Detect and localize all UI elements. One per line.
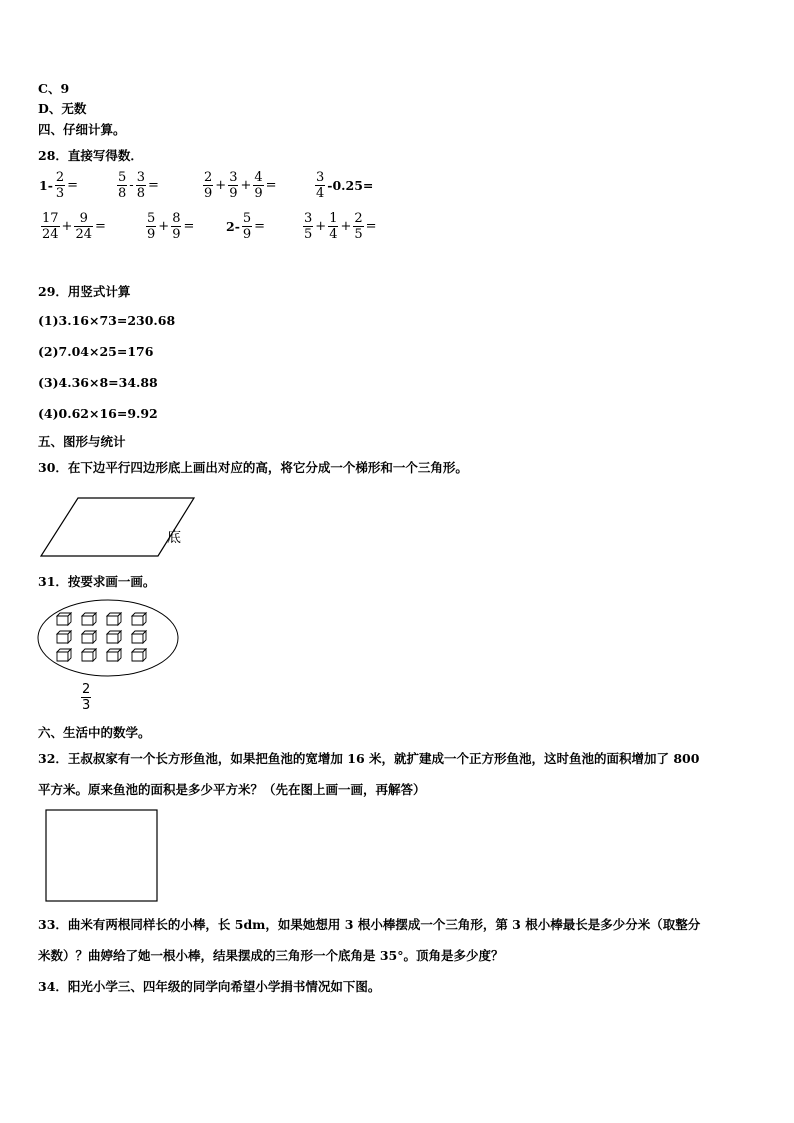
rectangle-pond-figure	[45, 808, 159, 904]
operator: +	[240, 178, 252, 193]
question-32-line-1: 32．王叔叔家有一个长方形鱼池，如果把鱼池的宽增加 16 米，就扩建成一个正方形鱼池，这时鱼池的面积增加了 800	[38, 751, 700, 766]
expr-lead: 1-	[39, 178, 53, 193]
calc-expr-1	[38, 170, 79, 201]
operator: +	[158, 219, 170, 234]
calc-expr-2	[116, 170, 160, 201]
fraction: $\frac{3}{9}$	[229, 170, 238, 201]
cube-icon	[82, 649, 96, 661]
calc-expr-4	[314, 170, 374, 201]
cube-icon	[57, 649, 71, 661]
calc-expr-3	[202, 170, 278, 201]
section-6-heading: 六、生活中的数学。	[38, 725, 151, 740]
q29-item-3: (3)4.36×8=34.88	[38, 375, 158, 390]
calc-expr-8	[302, 211, 378, 242]
equals: =	[67, 178, 79, 193]
question-29: 29．用竖式计算	[38, 284, 131, 299]
fraction: $\frac{5}{9}$	[147, 211, 156, 242]
operator: +	[315, 219, 327, 234]
cube-icon	[57, 613, 71, 625]
cube-icon	[132, 649, 146, 661]
operator: +	[340, 219, 352, 234]
cube-icon	[82, 631, 96, 643]
section-4-heading: 四、仔细计算。	[38, 122, 126, 137]
equals: =	[254, 219, 266, 234]
fraction: $\frac{5}{8}$	[118, 170, 127, 201]
cube-icon	[107, 649, 121, 661]
fraction: $\frac{3}{5}$	[304, 211, 313, 242]
q29-item-1: (1)3.16×73=230.68	[38, 313, 176, 328]
fraction: $\frac{4}{9}$	[254, 170, 263, 201]
q29-item-4: (4)0.62×16=9.92	[38, 406, 158, 421]
fraction: $\frac{2}{5}$	[354, 211, 363, 242]
operator: +	[215, 178, 227, 193]
cube-icon	[57, 631, 71, 643]
option-d: D、无数	[38, 101, 87, 116]
fraction: $\frac{3}{8}$	[136, 170, 145, 201]
equals: =	[147, 178, 159, 193]
cube-icon	[82, 613, 96, 625]
fraction: $\frac{5}{9}$	[242, 211, 252, 242]
fraction: $\frac{8}{9}$	[172, 211, 181, 242]
equals: =	[265, 178, 277, 193]
fraction: $\frac{9}{24}$	[75, 211, 92, 242]
fraction: $\frac{2}{9}$	[204, 170, 213, 201]
q29-item-2: (2)7.04×25=176	[38, 344, 154, 359]
cubes-in-ellipse-figure	[36, 598, 182, 680]
question-34: 34．阳光小学三、四年级的同学向希望小学捐书情况如下图。	[38, 979, 381, 994]
calc-expr-6	[145, 211, 195, 242]
question-31: 31．按要求画一画。	[38, 574, 156, 589]
base-label: 底	[167, 530, 181, 546]
fraction: $\frac{1}{4}$	[329, 211, 338, 242]
equals: =	[95, 219, 106, 234]
cube-icon	[107, 613, 121, 625]
cube-icon	[132, 613, 146, 625]
expr-lead: 2-	[226, 219, 240, 234]
operator: -	[129, 178, 134, 193]
section-5-heading: 五、图形与统计	[38, 434, 126, 449]
calc-expr-5	[40, 211, 107, 242]
question-32-line-2: 平方米。原来鱼池的面积是多少平方米？（先在图上画一画，再解答）	[38, 782, 426, 797]
question-33-line-1: 33．曲米有两根同样长的小棒，长 5dm，如果她想用 3 根小棒摆成一个三角形，第 3 根小棒最长是多少分米（取整分	[38, 917, 701, 932]
operator: +	[61, 219, 73, 234]
question-33-line-2: 米数）？曲婷给了她一根小棒，结果摆成的三角形一个底角是 35°。顶角是多少度？	[38, 948, 504, 963]
option-c: C、9	[38, 81, 70, 96]
question-28: 28．直接写得数．	[38, 148, 143, 163]
q31-fraction: 2 3	[82, 682, 91, 713]
cube-icon	[132, 631, 146, 643]
fraction: $\frac{3}{4}$	[316, 170, 325, 201]
equals: =	[183, 219, 195, 234]
fraction: $\frac{17}{24}$	[42, 211, 59, 242]
fraction: $\frac{2}{3}$	[55, 170, 65, 201]
cube-icon	[107, 631, 121, 643]
equals: -0.25=	[327, 178, 374, 193]
question-30: 30．在下边平行四边形底上画出对应的高，将它分成一个梯形和一个三角形。	[38, 460, 468, 475]
equals: =	[365, 219, 377, 234]
calc-expr-7	[225, 211, 266, 242]
